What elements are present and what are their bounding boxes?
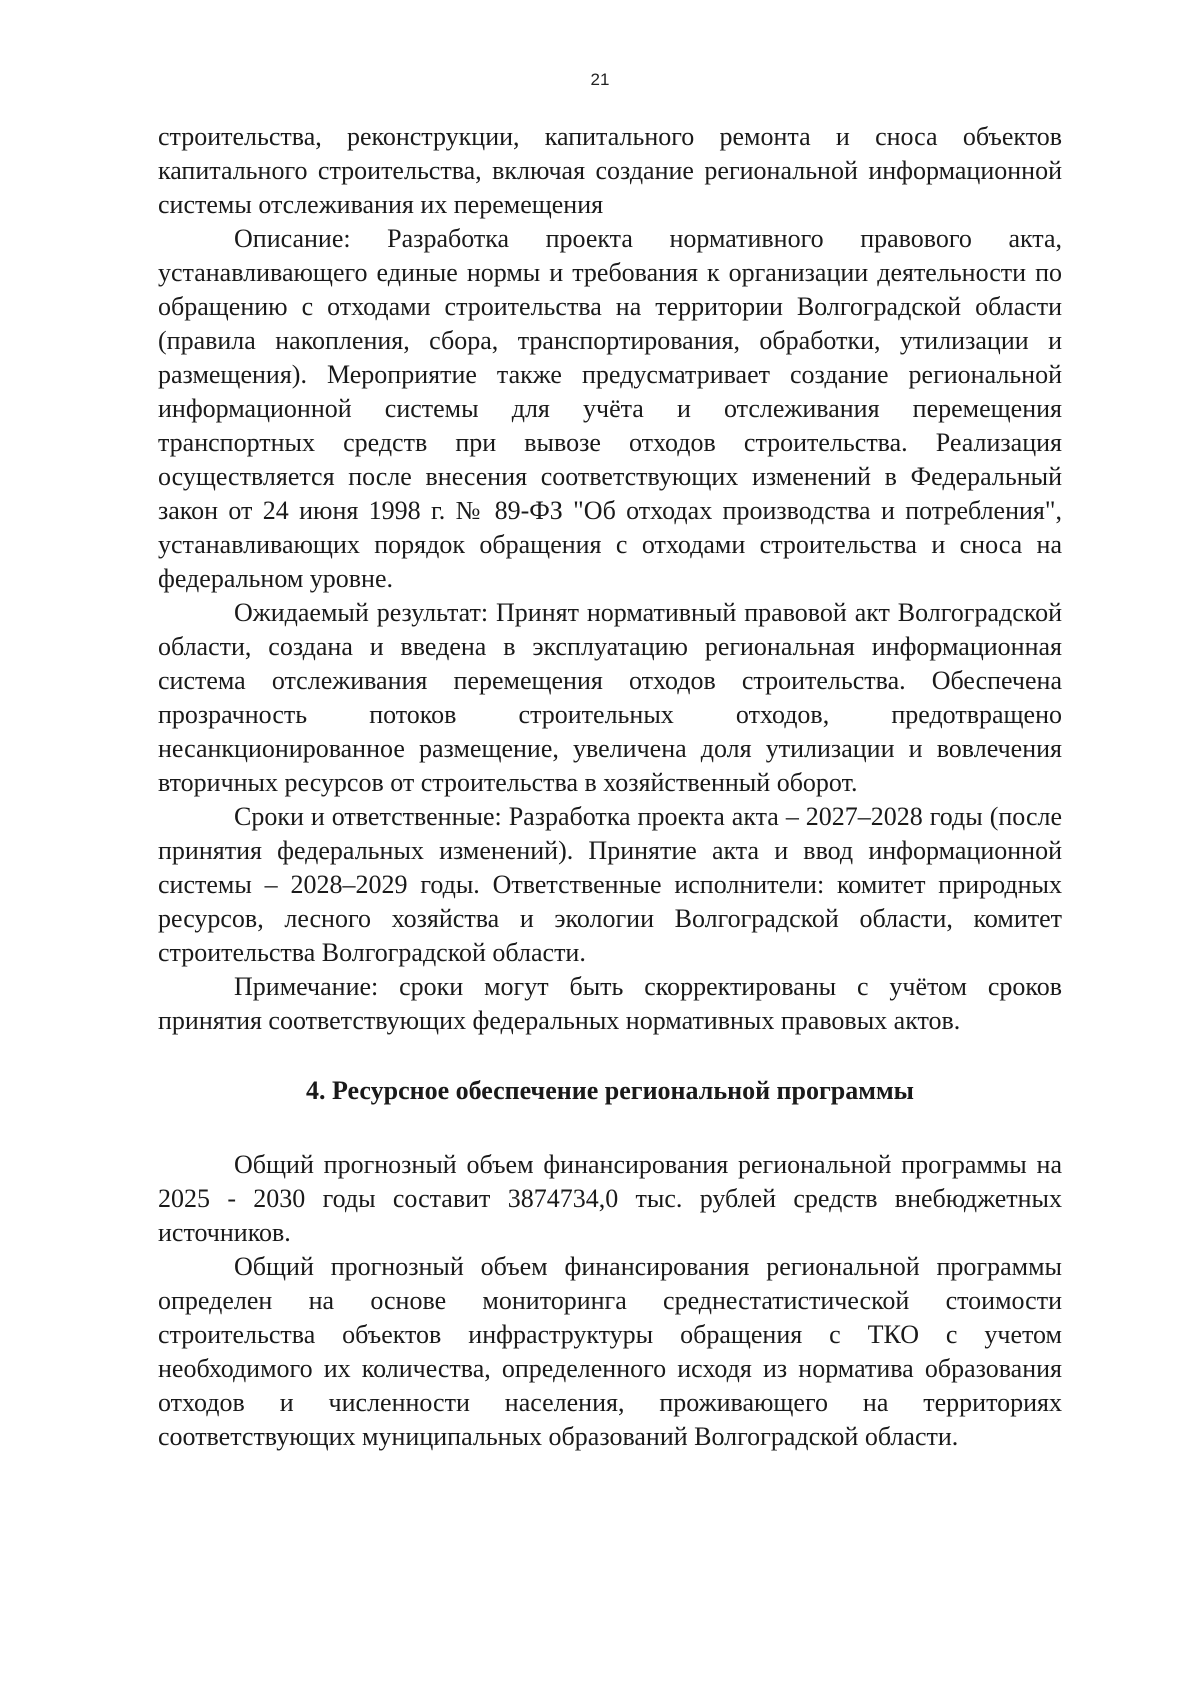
paragraph-expected-result: Ожидаемый результат: Принят нормативный правовой акт Волгоградской области, создана и введена в эксплуатацию региональная информационная система отслеживания перемещения отходов строительства. Обеспечена прозрачность потоков строительных отходов, предотвращено несанкционированное размещение, увеличена доля утилизации и вовлечения вторичных ресурсов от строительства в хозяйственный оборот. — [158, 598, 1062, 797]
document-body — [158, 120, 1062, 1454]
section-heading: 4. Ресурсное обеспечение региональной программы — [306, 1076, 914, 1105]
paragraph-funding-basis: Общий прогнозный объем финансирования региональной программы определен на основе мониторинга среднестатистической стоимости строительства объектов инфраструктуры обращения с ТКО с учетом необходимого их количества, определенного исходя из норматива образования отходов и численности населения, проживающего на территориях соответствующих муниципальных образований Волгоградской области. — [158, 1252, 1062, 1451]
paragraph-continuation: строительства, реконструкции, капитального ремонта и сноса объектов капитального строительства, включая создание региональной информационной системы отслеживания их перемещения — [158, 122, 1062, 219]
paragraph-note: Примечание: сроки могут быть скорректированы с учётом сроков принятия соответствующих федеральных нормативных правовых актов. — [158, 972, 1062, 1035]
paragraph-description: Описание: Разработка проекта нормативного правового акта, устанавливающего единые нормы и требования к организации деятельности по обращению с отходами строительства на территории Волгоградской области (правила накопления, сбора, транспортирования, обработки, утилизации и размещения). Мероприятие также предусматривает создание региональной информационной системы для учёта и отслеживания перемещения транспортных средств при вывозе отходов строительства. Реализация осуществляется после внесения соответствующих изменений в Федеральный закон от 24 июня 1998 г. № 89-ФЗ "Об отходах производства и потребления", устанавливающих порядок обращения с отходами строительства и сноса на федеральном уровне. — [158, 224, 1062, 593]
paragraph-funding-total: Общий прогнозный объем финансирования региональной программы на 2025 - 2030 годы составит 3874734,0 тыс. рублей средств внебюджетных источников. — [158, 1150, 1062, 1247]
paragraph-deadlines: Сроки и ответственные: Разработка проекта акта – 2027–2028 годы (после принятия федеральных изменений). Принятие акта и ввод информационной системы – 2028–2029 годы. Ответственные исполнители: комитет природных ресурсов, лесного хозяйства и экологии Волгоградской области, комитет строительства Волгоградской области. — [158, 802, 1062, 967]
page-number: 21 — [590, 70, 610, 89]
